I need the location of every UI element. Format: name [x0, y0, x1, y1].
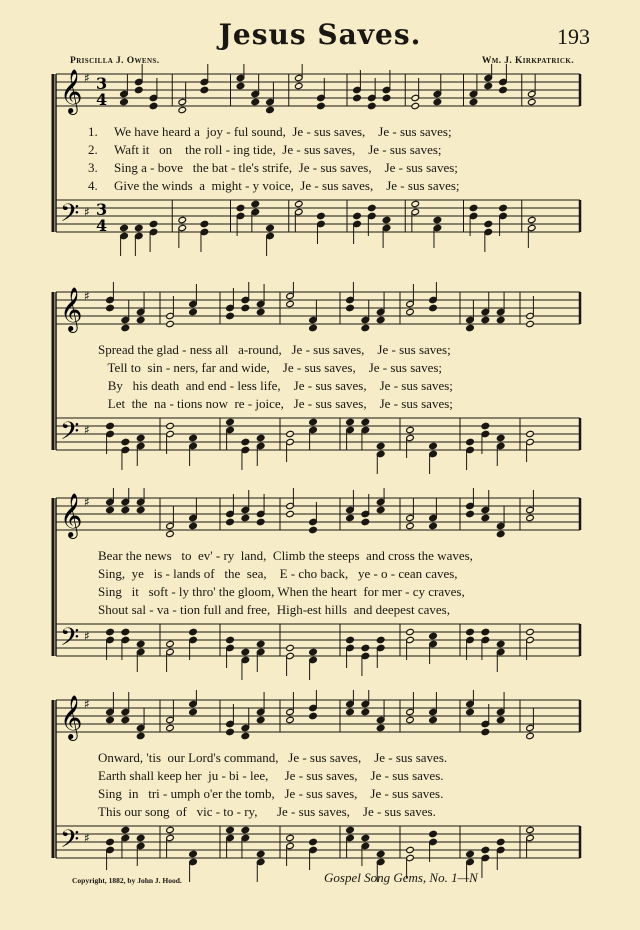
bass-note-head: [382, 216, 391, 223]
treble-clef: 𝄞: [60, 493, 83, 537]
treble-note-head: [353, 94, 362, 101]
bass-note-head: [136, 434, 145, 441]
treble-note-head: [226, 312, 235, 319]
treble-note-head: [496, 716, 505, 723]
music-system: [0, 282, 640, 492]
lyric-text: Earth shall keep her ju - bi - lee, Je - sus saves, Je - sus saves.: [98, 768, 444, 783]
lyricist-credit: Priscilla J. Owens.: [70, 56, 160, 66]
treble-note-head: [241, 514, 250, 521]
treble-clef: 𝄞: [60, 69, 83, 113]
bass-note-head: [200, 220, 209, 227]
bass-note-head: [526, 628, 535, 635]
hymn-title: Jesus Saves.: [218, 18, 422, 51]
treble-note-head: [136, 506, 145, 513]
bass-note-head: [361, 834, 370, 841]
treble-note-head: [241, 732, 250, 739]
treble-note-head: [136, 732, 145, 739]
bass-note-head: [484, 220, 493, 227]
treble-note-head: [106, 506, 115, 513]
lyric-line: [88, 160, 458, 178]
verse-number: 4.: [88, 178, 98, 193]
lyric-text: Let the na - tions now re - joice, Je - sus saves, Je - sus saves;: [98, 396, 453, 411]
lyric-line: [98, 602, 450, 620]
treble-clef: 𝄞: [60, 695, 83, 739]
bass-note-head: [367, 204, 376, 211]
treble-note-head: [466, 510, 475, 517]
treble-note-head: [309, 712, 318, 719]
bass-note-head: [166, 422, 175, 429]
bass-note-head: [189, 628, 198, 635]
treble-note-head: [406, 522, 415, 529]
bass-note-head: [481, 422, 490, 429]
bass-note-head: [241, 648, 250, 655]
key-signature-sharp: ♯: [84, 697, 90, 711]
music-system: [0, 64, 640, 274]
bass-time-signature-bottom: 4: [96, 216, 108, 235]
treble-note-head: [309, 526, 318, 533]
lyric-line: [98, 804, 436, 822]
key-signature-sharp: ♯: [84, 289, 90, 303]
treble-note-head: [106, 716, 115, 723]
bass-note-head: [353, 212, 362, 219]
treble-note-head: [241, 304, 250, 311]
lyric-text: Sing it soft - ly thro' the gloom, When the heart for mer - cy craves,: [98, 584, 465, 599]
lyric-text: Spread the glad - ness all a-round, Je - sus saves, Je - sus saves;: [98, 342, 451, 357]
key-signature-sharp: ♯: [84, 495, 90, 509]
music-system: [0, 488, 640, 698]
treble-note-head: [361, 518, 370, 525]
bass-note-head: [134, 224, 143, 231]
treble-note-head: [429, 522, 438, 529]
treble-note-head: [376, 724, 385, 731]
treble-note-head: [346, 708, 355, 715]
page-number: 193: [557, 24, 590, 49]
bass-note-head: [294, 200, 303, 207]
treble-note-head: [382, 94, 391, 101]
treble-note-head: [499, 86, 508, 93]
bass-note-head: [527, 216, 536, 223]
verse-number: 3.: [88, 160, 98, 175]
lyric-text: Sing in tri - umph o'er the tomb, Je - sus saves, Je - sus saves.: [98, 786, 444, 801]
treble-note-head: [121, 324, 130, 331]
treble-note-head: [346, 304, 355, 311]
treble-note-head: [496, 316, 505, 323]
bass-note-head: [120, 224, 129, 231]
treble-note-head: [286, 716, 295, 723]
treble-note-head: [346, 514, 355, 521]
lyric-text: Give the winds a might - y voice, Je - sus saves, Je - sus saves;: [114, 178, 460, 193]
treble-note-head: [189, 522, 198, 529]
source-citation: Gospel Song Gems, No. 1—N: [324, 870, 478, 885]
treble-note-head: [166, 320, 175, 327]
bass-note-head: [429, 830, 438, 837]
bass-note-head: [361, 644, 370, 651]
lyric-line: [98, 342, 451, 360]
lyric-line: [98, 566, 458, 584]
treble-note-head: [251, 98, 260, 105]
bass-note-head: [286, 644, 295, 651]
treble-note-head: [286, 510, 295, 517]
treble-note-head: [411, 102, 420, 109]
treble-note-head: [226, 728, 235, 735]
key-signature-sharp: ♯: [84, 71, 90, 85]
bass-note-head: [236, 204, 245, 211]
treble-staff: [56, 700, 580, 732]
bass-note-head: [496, 640, 505, 647]
bass-note-head: [189, 850, 198, 857]
treble-note-head: [469, 98, 478, 105]
lyric-text: Onward, 'tis our Lord's command, Je - sus saves, Je - sus saves.: [98, 750, 448, 765]
lyric-text: Sing, ye is - lands of the sea, E - cho back, ye - o - cean caves,: [98, 566, 458, 581]
treble-note-head: [466, 324, 475, 331]
lyric-text: Bear the news to ev' - ry land, Climb the steeps and cross the waves,: [98, 548, 473, 563]
bass-clef: 𝄢: [60, 623, 80, 658]
treble-note-head: [134, 86, 143, 93]
treble-time-signature-bottom: 4: [96, 90, 108, 109]
bass-note-head: [466, 438, 475, 445]
bass-note-head: [226, 826, 235, 833]
treble-note-head: [226, 518, 235, 525]
lyric-line: [98, 750, 447, 768]
treble-clef: 𝄞: [60, 287, 83, 331]
bass-note-head: [149, 220, 158, 227]
bass-note-head: [526, 430, 535, 437]
lyric-text: By his death and end - less life, Je - sus saves, Je - sus saves;: [98, 378, 453, 393]
bass-note-head: [241, 438, 250, 445]
lyric-line: [88, 178, 460, 196]
bass-note-head: [499, 204, 508, 211]
treble-note-head: [317, 102, 326, 109]
treble-note-head: [266, 106, 275, 113]
treble-note-head: [309, 324, 318, 331]
bass-note-head: [406, 426, 415, 433]
lyric-line: [98, 548, 473, 566]
treble-note-head: [526, 732, 535, 739]
bass-note-head: [433, 216, 442, 223]
bass-note-head: [166, 640, 175, 647]
bass-note-head: [496, 838, 505, 845]
bass-note-head: [496, 434, 505, 441]
bass-note-head: [136, 640, 145, 647]
treble-note-head: [367, 102, 376, 109]
treble-note-head: [406, 308, 415, 315]
bass-note-head: [317, 212, 326, 219]
bass-note-head: [429, 442, 438, 449]
treble-note-head: [481, 728, 490, 735]
lyric-text: We have heard a joy - ful sound, Je - sus saves, Je - sus saves;: [114, 124, 452, 139]
bass-note-head: [309, 838, 318, 845]
bass-note-head: [136, 834, 145, 841]
treble-note-head: [286, 300, 295, 307]
bass-note-head: [361, 418, 370, 425]
bass-note-head: [226, 636, 235, 643]
treble-note-head: [236, 82, 245, 89]
bass-note-head: [346, 636, 355, 643]
lyric-line: [98, 584, 465, 602]
treble-note-head: [429, 304, 438, 311]
bass-note-head: [121, 628, 130, 635]
bass-note-head: [106, 838, 115, 845]
treble-note-head: [361, 324, 370, 331]
treble-note-head: [496, 530, 505, 537]
bass-note-head: [466, 628, 475, 635]
treble-note-head: [166, 530, 175, 537]
bass-note-head: [309, 418, 318, 425]
lyric-text: This our song of vic - to - ry, Je - sus saves, Je - sus saves.: [98, 804, 436, 819]
treble-note-head: [361, 708, 370, 715]
verse-number: 1.: [88, 124, 98, 139]
key-signature-sharp: ♯: [84, 205, 90, 219]
bass-note-head: [286, 430, 295, 437]
treble-note-head: [466, 708, 475, 715]
treble-note-head: [256, 716, 265, 723]
bass-note-head: [406, 628, 415, 635]
bass-note-head: [376, 850, 385, 857]
bass-note-head: [481, 628, 490, 635]
lyric-line: [98, 768, 444, 786]
bass-note-head: [411, 200, 420, 207]
treble-note-head: [376, 316, 385, 323]
treble-note-head: [256, 308, 265, 315]
treble-note-head: [527, 98, 536, 105]
bass-note-head: [241, 826, 250, 833]
bass-note-head: [178, 216, 187, 223]
treble-note-head: [433, 98, 442, 105]
bass-note-head: [376, 442, 385, 449]
bass-note-head: [469, 204, 478, 211]
bass-note-head: [251, 200, 260, 207]
treble-note-head: [429, 716, 438, 723]
treble-note-head: [294, 82, 303, 89]
bass-note-head: [346, 418, 355, 425]
bass-note-head: [256, 434, 265, 441]
treble-note-head: [189, 308, 198, 315]
lyric-text: Waft it on the roll - ing tide, Je - sus saves, Je - sus saves;: [114, 142, 442, 157]
treble-note-head: [256, 518, 265, 525]
bass-clef: 𝄢: [60, 199, 80, 234]
bass-note-head: [406, 846, 415, 853]
bass-note-head: [376, 636, 385, 643]
treble-note-head: [406, 716, 415, 723]
lyric-line: [98, 786, 443, 804]
bass-note-head: [481, 846, 490, 853]
lyric-text: Shout sal - va - tion full and free, High-est hills and deepest caves,: [98, 602, 450, 617]
bass-note-head: [106, 628, 115, 635]
bass-note-head: [256, 850, 265, 857]
treble-note-head: [178, 106, 187, 113]
bass-note-head: [256, 640, 265, 647]
treble-note-head: [200, 86, 209, 93]
bass-note-head: [266, 224, 275, 231]
bass-note-head: [166, 826, 175, 833]
bass-note-head: [346, 826, 355, 833]
treble-note-head: [481, 316, 490, 323]
composer-credit: Wm. J. Kirkpatrick.: [481, 56, 574, 66]
treble-time-signature-top: 3: [96, 74, 108, 93]
bass-note-head: [189, 434, 198, 441]
lyric-line: [98, 378, 453, 396]
key-signature-sharp: ♯: [84, 831, 90, 845]
lyric-line: [88, 142, 442, 160]
bass-note-head: [121, 826, 130, 833]
bass-note-head: [429, 632, 438, 639]
treble-note-head: [526, 514, 535, 521]
bass-note-head: [286, 834, 295, 841]
treble-note-head: [481, 514, 490, 521]
treble-note-head: [121, 716, 130, 723]
verse-number: 2.: [88, 142, 98, 157]
key-signature-sharp: ♯: [84, 629, 90, 643]
bass-note-head: [121, 438, 130, 445]
treble-note-head: [121, 506, 130, 513]
lyric-line: [98, 360, 442, 378]
treble-note-head: [484, 82, 493, 89]
bass-note-head: [526, 826, 535, 833]
bass-time-signature-top: 3: [96, 200, 108, 219]
treble-note-head: [166, 724, 175, 731]
lyric-line: [98, 396, 453, 414]
bass-note-head: [106, 422, 115, 429]
key-signature-sharp: ♯: [84, 423, 90, 437]
bass-note-head: [226, 418, 235, 425]
bass-clef: 𝄢: [60, 825, 80, 860]
music-system: [0, 690, 640, 900]
treble-note-head: [120, 98, 129, 105]
treble-note-head: [149, 102, 158, 109]
treble-note-head: [106, 304, 115, 311]
copyright-notice: Copyright, 1882, by John J. Hood.: [72, 876, 182, 885]
bass-clef: 𝄢: [60, 417, 80, 452]
treble-note-head: [376, 506, 385, 513]
lyric-text: Sing a - bove the bat - tle's strife, Je - sus saves, Je - sus saves;: [114, 160, 458, 175]
lyric-line: [88, 124, 452, 142]
bass-note-head: [309, 648, 318, 655]
bass-note-head: [466, 850, 475, 857]
treble-note-head: [136, 316, 145, 323]
treble-note-head: [526, 320, 535, 327]
treble-note-head: [189, 708, 198, 715]
lyric-text: Tell to sin - ners, far and wide, Je - sus saves, Je - sus saves;: [98, 360, 443, 375]
